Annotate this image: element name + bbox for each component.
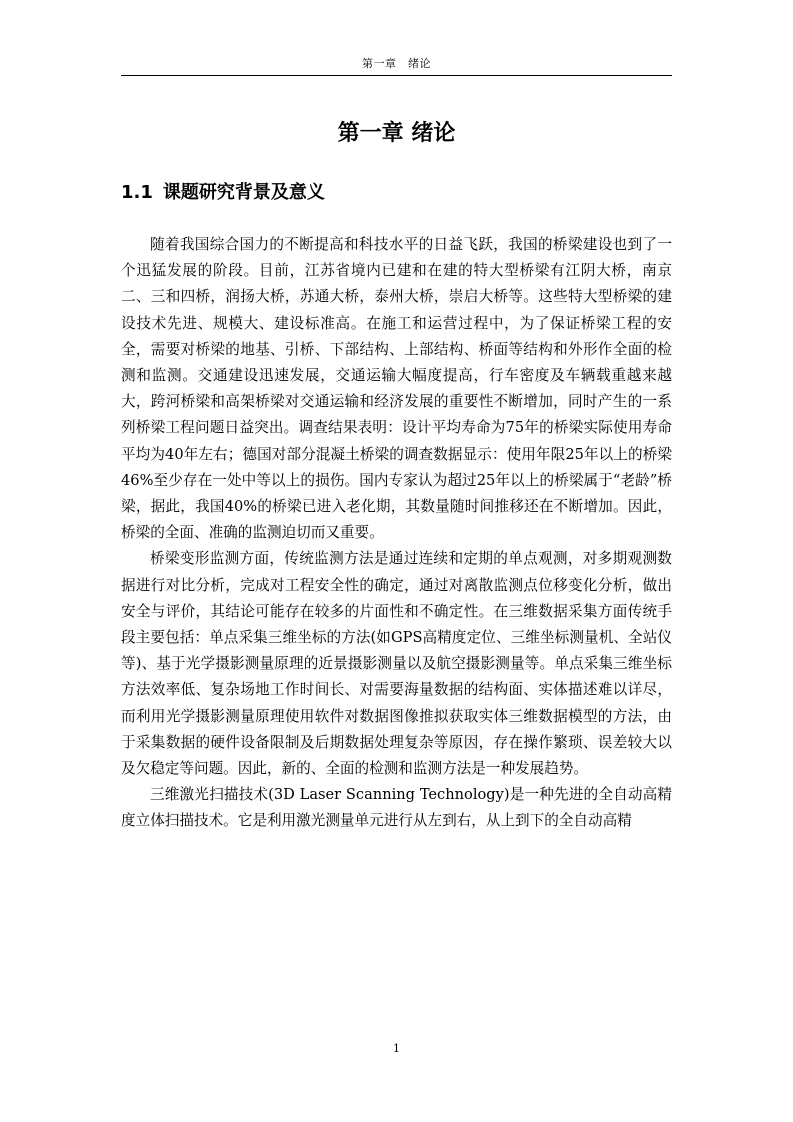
chapter-title: 第一章 绪论 xyxy=(337,121,456,146)
section-heading xyxy=(121,179,672,207)
section-number: 1.1 xyxy=(121,182,153,203)
header-rule xyxy=(121,75,672,76)
body-text xyxy=(121,232,672,835)
section-title-text: 课题研究背景及意义 xyxy=(162,182,325,203)
paragraph-1: 随着我国综合国力的不断提高和科技水平的日益飞跃，我国的桥梁建设也到了一个迅猛发展的阶段。目前，江苏省境内已建和在建的特大型桥梁有江阴大桥，南京二、三和四桥，润扬大桥，苏通大桥，泰州大桥，崇启大桥等。这些特大型桥梁的建设技术先进、规模大、建设标准高。在施工和运营过程中，为了保证桥梁工程的安全，需要对桥梁的地基、引桥、下部结构、上部结构、桥面等结构和外形作全面的检测和监测。交通建设迅速发展，交通运输大幅度提高，行车密度及车辆载重越来越大，跨河桥梁和高架桥梁对交通运输和经济发展的重要性不断增加，同时产生的一系列桥梁工程问题日益突出。调查结果表明：设计平均寿命为75年的桥梁实际使用寿命平均为40年左右；德国对部分混凝土桥梁的调查数据显示：使用年限25年以上的桥梁46%至少存在一处中等以上的损伤。国内专家认为超过25年以上的桥梁属于“老龄”桥梁，据此，我国40%的桥梁已进入老化期，其数量随时间推移还在不断增加。因此，桥梁的全面、准确的监测迫切而又重要。 xyxy=(121,236,672,542)
running-header: 第一章 绪论 xyxy=(362,57,431,70)
page-number: 1 xyxy=(393,1042,400,1055)
paragraph-2: 桥梁变形监测方面，传统监测方法是通过连续和定期的单点观测，对多期观测数据进行对比分析，完成对工程安全性的确定，通过对离散监测点位移变化分析，做出安全与评价，其结论可能存在较多的片面性和不确定性。在三维数据采集方面传统手段主要包括：单点采集三维坐标的方法(如GPS高精度定位、三维坐标测量机、全站仪等)、基于光学摄影测量原理的近景摄影测量以及航空摄影测量等。单点采集三维坐标方法效率低、复杂场地工作时间长、对需要海量数据的结构面、实体描述难以详尽，而利用光学摄影测量原理使用软件对数据图像推拟获取实体三维数据模型的方法，由于采集数据的硬件设备限制及后期数据处理复杂等原因，存在操作繁琐、误差较大以及欠稳定等问题。因此，新的、全面的检测和监测方法是一种发展趋势。 xyxy=(121,550,672,778)
paragraph-3: 三维激光扫描技术(3D Laser Scanning Technology)是一种先进的全自动高精度立体扫描技术。它是利用激光测量单元进行从左到右，从上到下的全自动高精 xyxy=(121,786,672,830)
